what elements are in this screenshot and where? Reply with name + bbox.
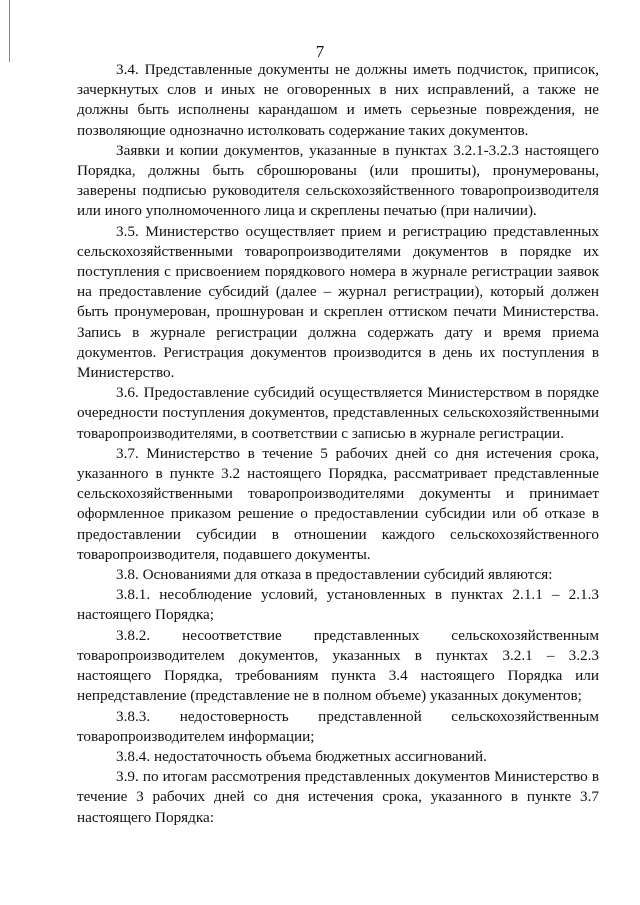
- page-number: 7: [315, 42, 325, 61]
- paragraph-3-4: 3.4. Представленные документы не должны иметь подчисток, приписок, зачеркнутых слов и иных не оговоренных в них исправлений, а также не должны быть исполнены карандашом и иметь серьезные повреждения, не позволяющие однозначно истолковать содержание таких документов.: [77, 61, 599, 139]
- paragraph-3-8-4: 3.8.4. недостаточность объема бюджетных ассигнований.: [116, 747, 487, 765]
- paragraph-3-8-3: 3.8.3. недостоверность представленной сельскохозяйственным товаропроизводителем информации;: [77, 707, 599, 745]
- paragraph-3-7: 3.7. Министерство в течение 5 рабочих дней со дня истечения срока, указанного в пункте 3.2 настоящего Порядка, рассматривает представленные сельскохозяйственными товаропроизводителями документы и принимает оформленное приказом решение о предоставлении субсидии или об отказе в предоставлении субсидии в отношении каждого сельскохозяйственного товаропроизводителя, подавшего документы.: [77, 444, 599, 563]
- paragraph-3-8-2: 3.8.2. несоответствие представленных сельскохозяйственным товаропроизводителем документов, указанных в пунктах 3.2.1 – 3.2.3 настоящего Порядка, требованиям пункта 3.4 настоящего Порядка или непредставление (представление не в полном объеме) указанных документов;: [77, 626, 599, 705]
- paragraph-applications-copies: Заявки и копии документов, указанные в пунктах 3.2.1-3.2.3 настоящего Порядка, должны быть сброшюрованы (или прошиты), пронумерованы, заверены подписью руководителя сельскохозяйственного товаропроизводителя или иного уполномоченного лица и скреплены печатью (при наличии).: [77, 141, 599, 220]
- paragraph-3-8: 3.8. Основаниями для отказа в предоставлении субсидий являются:: [116, 566, 553, 584]
- paragraph-3-6: 3.6. Предоставление субсидий осуществляется Министерством в порядке очередности поступления документов, представленных сельскохозяйственными товаропроизводителями, в соответствии с записью в журнале регистрации.: [77, 384, 599, 442]
- paragraph-3-5: 3.5. Министерство осуществляет прием и регистрацию представленных сельскохозяйственными товаропроизводителями документов в порядке их поступления с присвоением порядкового номера в журнале регистрации заявок на предоставление субсидий (далее – журнал регистрации), который должен быть пронумерован, прошнурован и скреплен оттиском печати Министерства. Запись в журнале регистрации должна содержать дату и время приема документов. Регистрация документов производится в день их поступления в Министерство.: [77, 222, 599, 382]
- document-body: [77, 60, 599, 828]
- paragraph-3-8-1: 3.8.1. несоблюдение условий, установленных в пунктах 2.1.1 – 2.1.3 настоящего Порядка;: [77, 586, 599, 624]
- paragraph-3-9: 3.9. по итогам рассмотрения представленных документов Министерство в течение 3 рабочих дней со дня истечения срока, указанного в пункте 3.7 настоящего Порядка:: [77, 768, 599, 826]
